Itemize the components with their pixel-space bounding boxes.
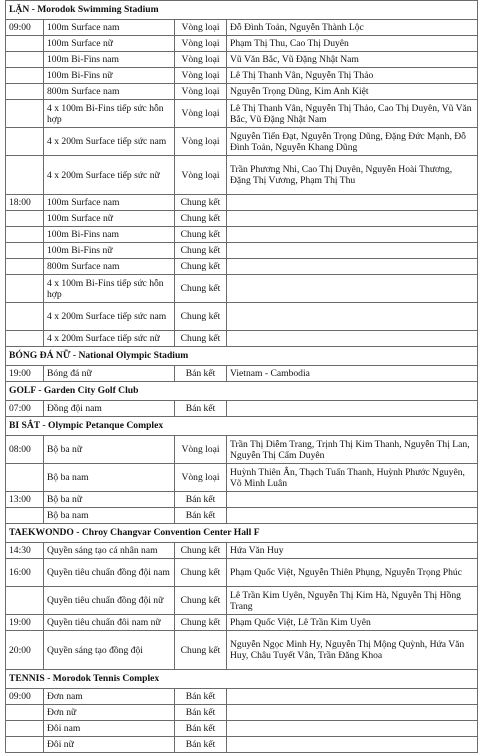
table-row xyxy=(6,20,478,36)
athletes-cell: Nguyễn Trọng Dũng, Kim Anh Kiệt xyxy=(227,84,478,100)
time-cell: 19:00 xyxy=(6,366,44,382)
section-header xyxy=(6,1,478,20)
athletes-cell xyxy=(227,705,478,721)
table-row xyxy=(6,243,478,259)
athletes-cell: Trần Phương Nhi, Cao Thị Duyên, Nguyễn Hoài Thương, Đặng Thị Vương, Phạm Thị Thu xyxy=(227,156,478,195)
athletes-cell: Phạm Quốc Việt, Lê Trần Kim Uyên xyxy=(227,615,478,631)
time-cell xyxy=(6,508,44,524)
athletes-cell: Vũ Văn Bắc, Vũ Đặng Nhật Nam xyxy=(227,52,478,68)
round-cell: Chung kết xyxy=(175,587,227,615)
event-cell: 100m Surface nam xyxy=(44,195,175,211)
table-row xyxy=(6,84,478,100)
event-cell: 100m Surface nam xyxy=(44,20,175,36)
time-cell: 13:00 xyxy=(6,492,44,508)
time-cell xyxy=(6,721,44,737)
table-row xyxy=(6,436,478,464)
round-cell: Chung kết xyxy=(175,615,227,631)
athletes-cell: Huỳnh Thiên Ân, Thạch Tuấn Thanh, Huỳnh Phước Nguyên, Võ Minh Luân xyxy=(227,464,478,492)
time-cell xyxy=(6,52,44,68)
event-cell: 4 x 100m Bi-Fins tiếp sức hỗn hợp xyxy=(44,275,175,303)
time-cell xyxy=(6,36,44,52)
table-row xyxy=(6,227,478,243)
time-cell: 09:00 xyxy=(6,689,44,705)
round-cell: Bán kết xyxy=(175,689,227,705)
round-cell: Chung kết xyxy=(175,303,227,331)
round-cell: Bán kết xyxy=(175,492,227,508)
event-cell: 4 x 200m Surface tiếp sức nam xyxy=(44,303,175,331)
athletes-cell xyxy=(227,492,478,508)
schedule-sheet xyxy=(5,0,477,753)
athletes-cell xyxy=(227,401,478,417)
time-cell xyxy=(6,211,44,227)
event-cell: Quyền tiêu chuẩn đồng đội nữ xyxy=(44,587,175,615)
section-title: TENNIS - Morodok Tennis Complex xyxy=(6,670,478,689)
schedule-body xyxy=(6,1,478,753)
round-cell: Chung kết xyxy=(175,631,227,670)
athletes-cell xyxy=(227,227,478,243)
event-cell: 100m Bi-Fins nam xyxy=(44,52,175,68)
event-cell: 100m Surface nữ xyxy=(44,211,175,227)
athletes-cell xyxy=(227,259,478,275)
event-cell: 4 x 200m Surface tiếp sức nữ xyxy=(44,331,175,347)
round-cell: Bán kết xyxy=(175,721,227,737)
time-cell xyxy=(6,243,44,259)
table-row xyxy=(6,366,478,382)
round-cell: Vòng loại xyxy=(175,68,227,84)
athletes-cell xyxy=(227,737,478,753)
event-cell: Bộ ba nam xyxy=(44,508,175,524)
section-title: GOLF - Garden City Golf Club xyxy=(6,382,478,401)
time-cell xyxy=(6,737,44,753)
event-cell: Quyền tiêu chuẩn đôi nam nữ xyxy=(44,615,175,631)
time-cell: 07:00 xyxy=(6,401,44,417)
table-row xyxy=(6,705,478,721)
time-cell: 16:00 xyxy=(6,559,44,587)
round-cell: Bán kết xyxy=(175,705,227,721)
event-cell: 4 x 200m Surface tiếp sức nam xyxy=(44,128,175,156)
time-cell xyxy=(6,705,44,721)
athletes-cell: Lê Trần Kim Uyên, Nguyễn Thị Kim Hà, Nguyễn Thị Hồng Trang xyxy=(227,587,478,615)
section-header xyxy=(6,382,478,401)
round-cell: Vòng loại xyxy=(175,156,227,195)
table-row xyxy=(6,689,478,705)
table-row xyxy=(6,275,478,303)
round-cell: Bán kết xyxy=(175,401,227,417)
round-cell: Chung kết xyxy=(175,259,227,275)
event-cell: Quyền sáng tạo cá nhân nam xyxy=(44,543,175,559)
event-cell: Đơn nam xyxy=(44,689,175,705)
event-cell: 100m Bi-Fins nữ xyxy=(44,68,175,84)
table-row xyxy=(6,587,478,615)
event-cell: 4 x 100m Bi-Fins tiếp sức hỗn hợp xyxy=(44,100,175,128)
event-cell: 800m Surface nam xyxy=(44,84,175,100)
event-cell: Đôi nam xyxy=(44,721,175,737)
table-row xyxy=(6,36,478,52)
table-row xyxy=(6,331,478,347)
time-cell: 18:00 xyxy=(6,195,44,211)
time-cell xyxy=(6,587,44,615)
event-cell: 800m Surface nam xyxy=(44,259,175,275)
section-header xyxy=(6,417,478,436)
table-row xyxy=(6,559,478,587)
round-cell: Chung kết xyxy=(175,195,227,211)
table-row xyxy=(6,100,478,128)
section-title: BI SẮT - Olympic Petanque Complex xyxy=(6,417,478,436)
table-row xyxy=(6,543,478,559)
athletes-cell xyxy=(227,721,478,737)
section-title: LẶN - Morodok Swimming Stadium xyxy=(6,1,478,20)
event-cell: Bóng đá nữ xyxy=(44,366,175,382)
round-cell: Vòng loại xyxy=(175,128,227,156)
round-cell: Chung kết xyxy=(175,211,227,227)
time-cell xyxy=(6,227,44,243)
table-row xyxy=(6,721,478,737)
round-cell: Chung kết xyxy=(175,543,227,559)
event-cell: Bộ ba nữ xyxy=(44,492,175,508)
round-cell: Chung kết xyxy=(175,559,227,587)
time-cell xyxy=(6,259,44,275)
section-title: TAEKWONDO - Chroy Changvar Convention Center Hall F xyxy=(6,524,478,543)
table-row xyxy=(6,631,478,670)
time-cell: 09:00 xyxy=(6,20,44,36)
athletes-cell xyxy=(227,331,478,347)
table-row xyxy=(6,464,478,492)
table-row xyxy=(6,195,478,211)
table-row xyxy=(6,128,478,156)
table-row xyxy=(6,508,478,524)
time-cell: 14:30 xyxy=(6,543,44,559)
table-row xyxy=(6,737,478,753)
round-cell: Chung kết xyxy=(175,331,227,347)
athletes-cell: Hứa Văn Huy xyxy=(227,543,478,559)
round-cell: Vòng loại xyxy=(175,100,227,128)
round-cell: Vòng loại xyxy=(175,84,227,100)
table-row xyxy=(6,156,478,195)
section-title: BÓNG ĐÁ NỮ - National Olympic Stadium xyxy=(6,347,478,366)
round-cell: Vòng loại xyxy=(175,436,227,464)
athletes-cell xyxy=(227,689,478,705)
event-cell: Đơn nữ xyxy=(44,705,175,721)
time-cell: 20:00 xyxy=(6,631,44,670)
athletes-cell xyxy=(227,243,478,259)
table-row xyxy=(6,211,478,227)
athletes-cell: Vietnam - Cambodia xyxy=(227,366,478,382)
time-cell xyxy=(6,156,44,195)
event-cell: Quyền sáng tạo đồng đội xyxy=(44,631,175,670)
round-cell: Bán kết xyxy=(175,508,227,524)
time-cell xyxy=(6,464,44,492)
time-cell xyxy=(6,100,44,128)
section-header xyxy=(6,670,478,689)
section-header xyxy=(6,347,478,366)
time-cell: 19:00 xyxy=(6,615,44,631)
athletes-cell xyxy=(227,275,478,303)
time-cell: 08:00 xyxy=(6,436,44,464)
athletes-cell xyxy=(227,211,478,227)
round-cell: Vòng loại xyxy=(175,36,227,52)
round-cell: Bán kết xyxy=(175,737,227,753)
round-cell: Vòng loại xyxy=(175,52,227,68)
round-cell: Vòng loại xyxy=(175,20,227,36)
event-cell: 4 x 200m Surface tiếp sức nữ xyxy=(44,156,175,195)
event-cell: 100m Bi-Fins nam xyxy=(44,227,175,243)
table-row xyxy=(6,303,478,331)
table-row xyxy=(6,68,478,84)
event-cell: Quyền tiêu chuẩn đồng đội nam xyxy=(44,559,175,587)
athletes-cell: Lê Thị Thanh Vân, Nguyễn Thị Thảo xyxy=(227,68,478,84)
athletes-cell: Trần Thị Diễm Trang, Trịnh Thị Kim Thanh, Nguyễn Thị Lan, Nguyễn Thị Cẩm Duyên xyxy=(227,436,478,464)
time-cell xyxy=(6,275,44,303)
event-cell: Bộ ba nam xyxy=(44,464,175,492)
table-row xyxy=(6,401,478,417)
round-cell: Bán kết xyxy=(175,366,227,382)
athletes-cell: Lê Thị Thanh Vân, Nguyễn Thị Thảo, Cao Thị Duyên, Vũ Văn Bắc, Vũ Đặng Nhật Nam xyxy=(227,100,478,128)
round-cell: Chung kết xyxy=(175,275,227,303)
event-cell: Đồng đội nam xyxy=(44,401,175,417)
table-row xyxy=(6,259,478,275)
section-header xyxy=(6,524,478,543)
event-cell: 100m Bi-Fins nữ xyxy=(44,243,175,259)
round-cell: Chung kết xyxy=(175,243,227,259)
athletes-cell xyxy=(227,303,478,331)
athletes-cell: Phạm Quốc Việt, Nguyễn Thiên Phụng, Nguyễn Trọng Phúc xyxy=(227,559,478,587)
event-cell: 100m Surface nữ xyxy=(44,36,175,52)
round-cell: Vòng loại xyxy=(175,464,227,492)
time-cell xyxy=(6,84,44,100)
time-cell xyxy=(6,68,44,84)
athletes-cell: Phạm Thị Thu, Cao Thị Duyên xyxy=(227,36,478,52)
athletes-cell xyxy=(227,508,478,524)
event-cell: Bộ ba nữ xyxy=(44,436,175,464)
table-row xyxy=(6,492,478,508)
time-cell xyxy=(6,331,44,347)
time-cell xyxy=(6,128,44,156)
event-cell: Đôi nữ xyxy=(44,737,175,753)
athletes-cell: Nguyễn Ngọc Minh Hy, Nguyễn Thị Mộng Quỳnh, Hứa Văn Huy, Châu Tuyết Vân, Trần Đăng Khoa xyxy=(227,631,478,670)
schedule-table xyxy=(5,0,478,753)
athletes-cell xyxy=(227,195,478,211)
round-cell: Chung kết xyxy=(175,227,227,243)
athletes-cell: Đỗ Đình Toản, Nguyễn Thành Lộc xyxy=(227,20,478,36)
table-row xyxy=(6,615,478,631)
athletes-cell: Nguyễn Tiến Đạt, Nguyễn Trọng Dũng, Đặng Đức Mạnh, Đỗ Đình Toản, Nguyễn Khang Dũng xyxy=(227,128,478,156)
table-row xyxy=(6,52,478,68)
time-cell xyxy=(6,303,44,331)
